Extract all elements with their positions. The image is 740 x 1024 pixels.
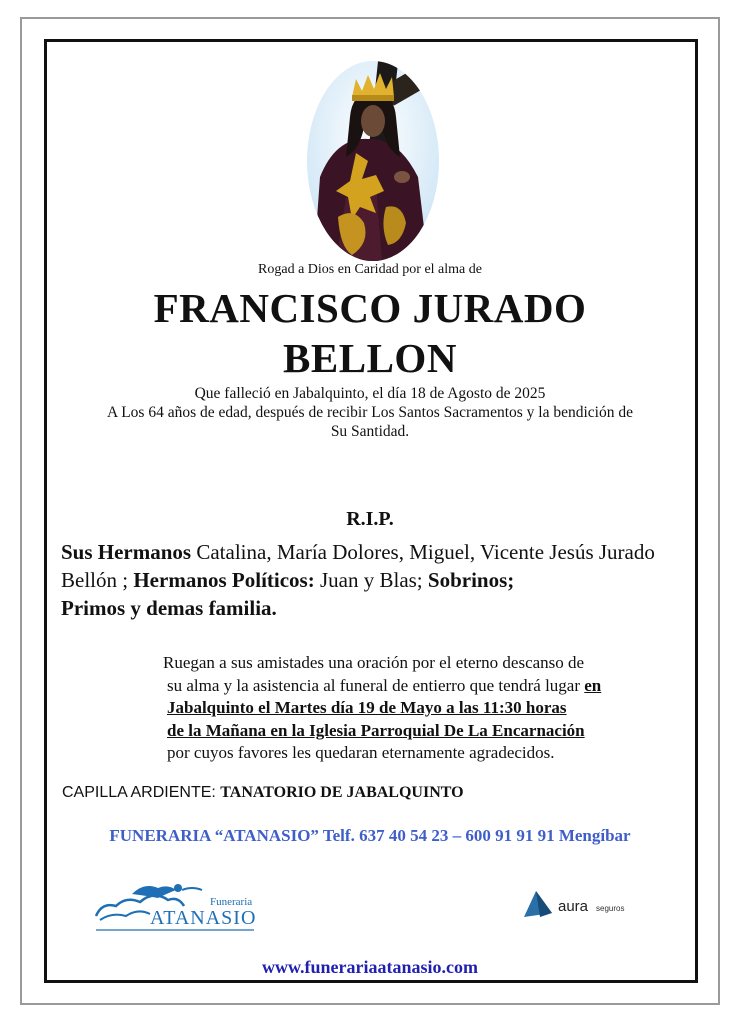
aura-sub-text: seguros: [596, 904, 625, 913]
prayer-line1: Ruegan a sus amistades una oración por el eterno descanso de: [163, 653, 585, 672]
rip-heading: R.I.P.: [346, 508, 394, 530]
family-paragraph: [61, 538, 681, 622]
prayer-line2: [163, 675, 601, 698]
logo-small-text: Funeraria: [210, 896, 253, 908]
capilla-ardiente: [62, 784, 464, 802]
death-info-line1: Que falleció en Jabalquinto, el día 18 de Agosto de 2025: [194, 385, 546, 402]
primos-label: Primos y demas familia.: [61, 596, 277, 620]
atanasio-logo: [92, 876, 262, 936]
politicos-label: Hermanos Políticos:: [133, 568, 315, 592]
hermanos-text: Catalina, María Dolores, Miguel, Vicente Jesús Jurado Bellón ;: [61, 540, 655, 592]
intro-text: Rogad a Dios en Caridad por el alma de: [258, 262, 482, 277]
logo-big-text: ATANASIO: [150, 907, 257, 929]
politicos-text: Juan y Blas;: [314, 568, 428, 592]
sobrinos-label: Sobrinos;: [427, 568, 515, 592]
aura-brand-text: aura: [558, 898, 589, 915]
prayer-line5: por cuyos favores les quedaran eternamente agradecidos.: [167, 743, 555, 762]
death-info-line2: A Los 64 años de edad, después de recibir Los Santos Sacramentos y la bendición de: [106, 404, 633, 421]
prayer-line2-text: su alma y la asistencia al funeral de entierro que tendrá lugar: [167, 675, 585, 695]
capilla-value: TANATORIO DE JABALQUINTO: [220, 784, 464, 801]
funeraria-contact: FUNERARIA “ATANASIO” Telf. 637 40 54 23 – 600 91 91 91 Mengíbar: [109, 826, 631, 845]
prayer-paragraph: [163, 652, 601, 765]
deceased-name-line1: FRANCISCO JURADO: [153, 285, 587, 331]
aura-seguros-logo: [522, 887, 632, 921]
death-info-line3: Su Santidad.: [330, 423, 410, 440]
funeral-details-line2: de la Mañana en la Iglesia Parroquial De La Encarnación: [167, 720, 585, 740]
capilla-label: CAPILLA ARDIENTE:: [62, 784, 221, 801]
website-link[interactable]: www.funerariaatanasio.com: [262, 957, 478, 977]
deceased-name-line2: BELLON: [283, 335, 457, 381]
prayer-line2-underlined: en: [584, 675, 602, 695]
hermanos-label: Sus Hermanos: [61, 540, 192, 564]
religious-portrait: [306, 57, 440, 261]
funeral-details-line1: Jabalquinto el Martes día 19 de Mayo a las 11:30 horas: [167, 698, 567, 717]
